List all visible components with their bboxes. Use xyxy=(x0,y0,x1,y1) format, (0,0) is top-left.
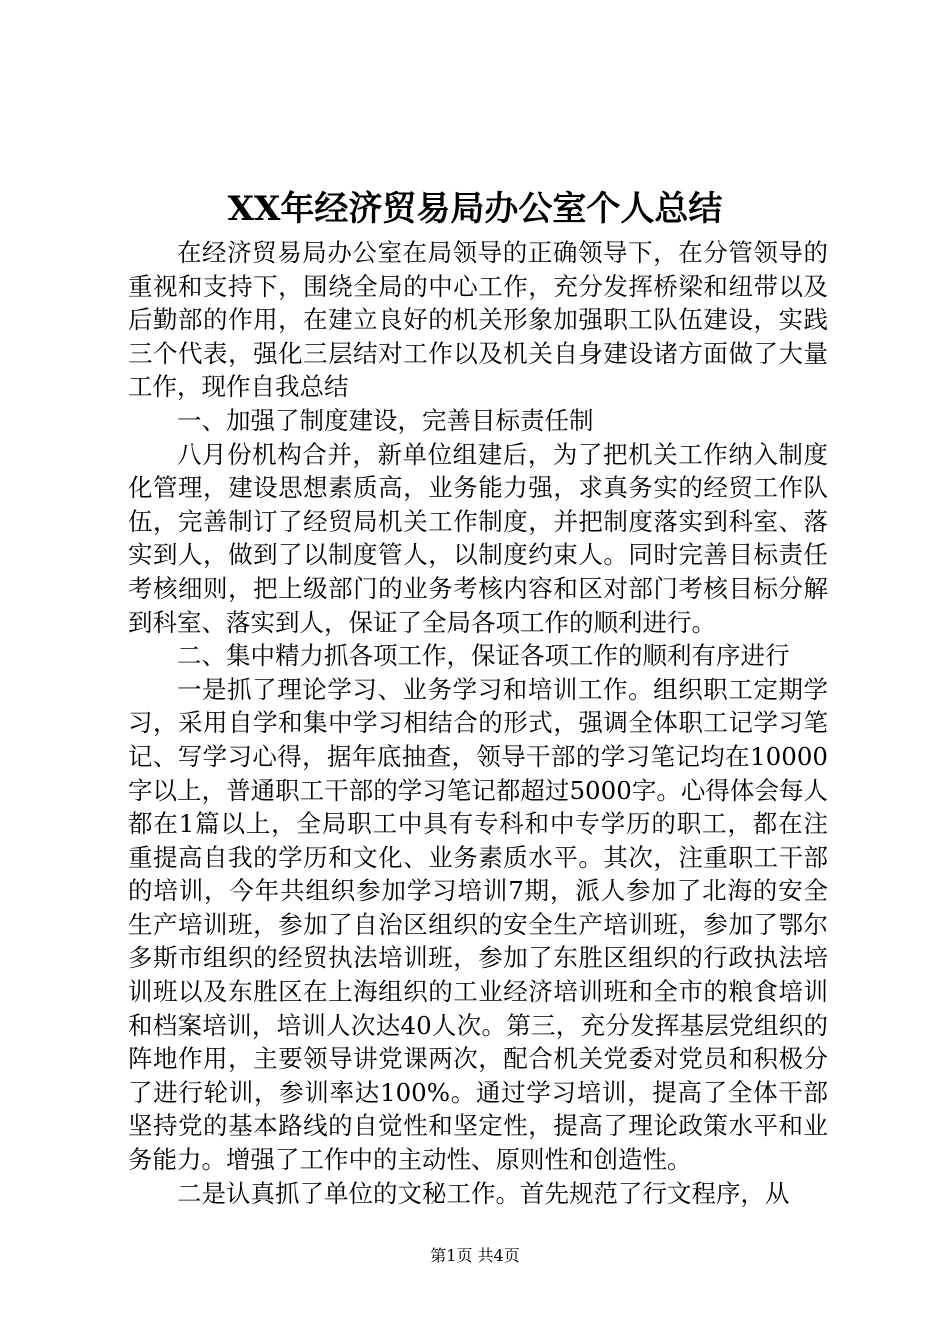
section-2-paragraph-1: 一是抓了理论学习、业务学习和培训工作。组织职工定期学习，采用自学和集中学习相结合的形式，强调全体职工记学习笔记、写学习心得，据年底抽查，领导干部的学习笔记均在10000字以上，普通职工干部的学习笔记都超过5000字。心得体会每人都在1篇以上，全局职工中具有专科和中专学历的职工，都在注重提高自我的学历和文化、业务素质水平。其次，注重职工干部的培训，今年共组织参加学习培训7期，派人参加了北海的安全生产培训班，参加了自治区组织的安全生产培训班，参加了鄂尔多斯市组织的经贸执法培训班，参加了东胜区组织的行政执法培训班以及东胜区在上海组织的工业经济培训班和全市的粮食培训和档案培训，培训人次达40人次。第三，充分发挥基层党组织的阵地作用，主要领导讲党课两次，配合机关党委对党员和积极分了进行轮训，参训率达100%。通过学习培训，提高了全体干部坚持党的基本路线的自觉性和坚定性，提高了理论政策水平和业务能力。增强了工作中的主动性、原则性和创造性。 xyxy=(128,674,828,1175)
document-title: XX年经济贸易局办公室个人总结 xyxy=(227,189,723,229)
section-heading-1: 一、加强了制度建设，完善目标责任制 xyxy=(177,405,594,435)
section-1-paragraph: 八月份机构合并，新单位组建后，为了把机关工作纳入制度化管理，建设思想素质高，业务能力强，求真务实的经贸工作队伍，完善制订了经贸局机关工作制度，并把制度落实到科室、落实到人，做到了以制度管人，以制度约束人。同时完善目标责任考核细则，把上级部门的业务考核内容和区对部门考核目标分解到科室、落实到人，保证了全局各项工作的顺利进行。 xyxy=(128,439,828,637)
document-body xyxy=(128,236,828,1210)
page-number-footer: 第1页 共4页 xyxy=(430,1246,520,1265)
section-heading-2: 二、集中精力抓各项工作，保证各项工作的顺利有序进行 xyxy=(177,641,790,671)
intro-paragraph: 在经济贸易局办公室在局领导的正确领导下，在分管领导的重视和支持下，围绕全局的中心工作，充分发挥桥梁和纽带以及后勤部的作用，在建立良好的机关形象加强职工队伍建设，实践三个代表，强化三层结对工作以及机关自身建设诸方面做了大量工作，现作自我总结 xyxy=(128,238,828,402)
section-2-paragraph-2: 二是认真抓了单位的文秘工作。首先规范了行文程序，从 xyxy=(177,1178,790,1208)
